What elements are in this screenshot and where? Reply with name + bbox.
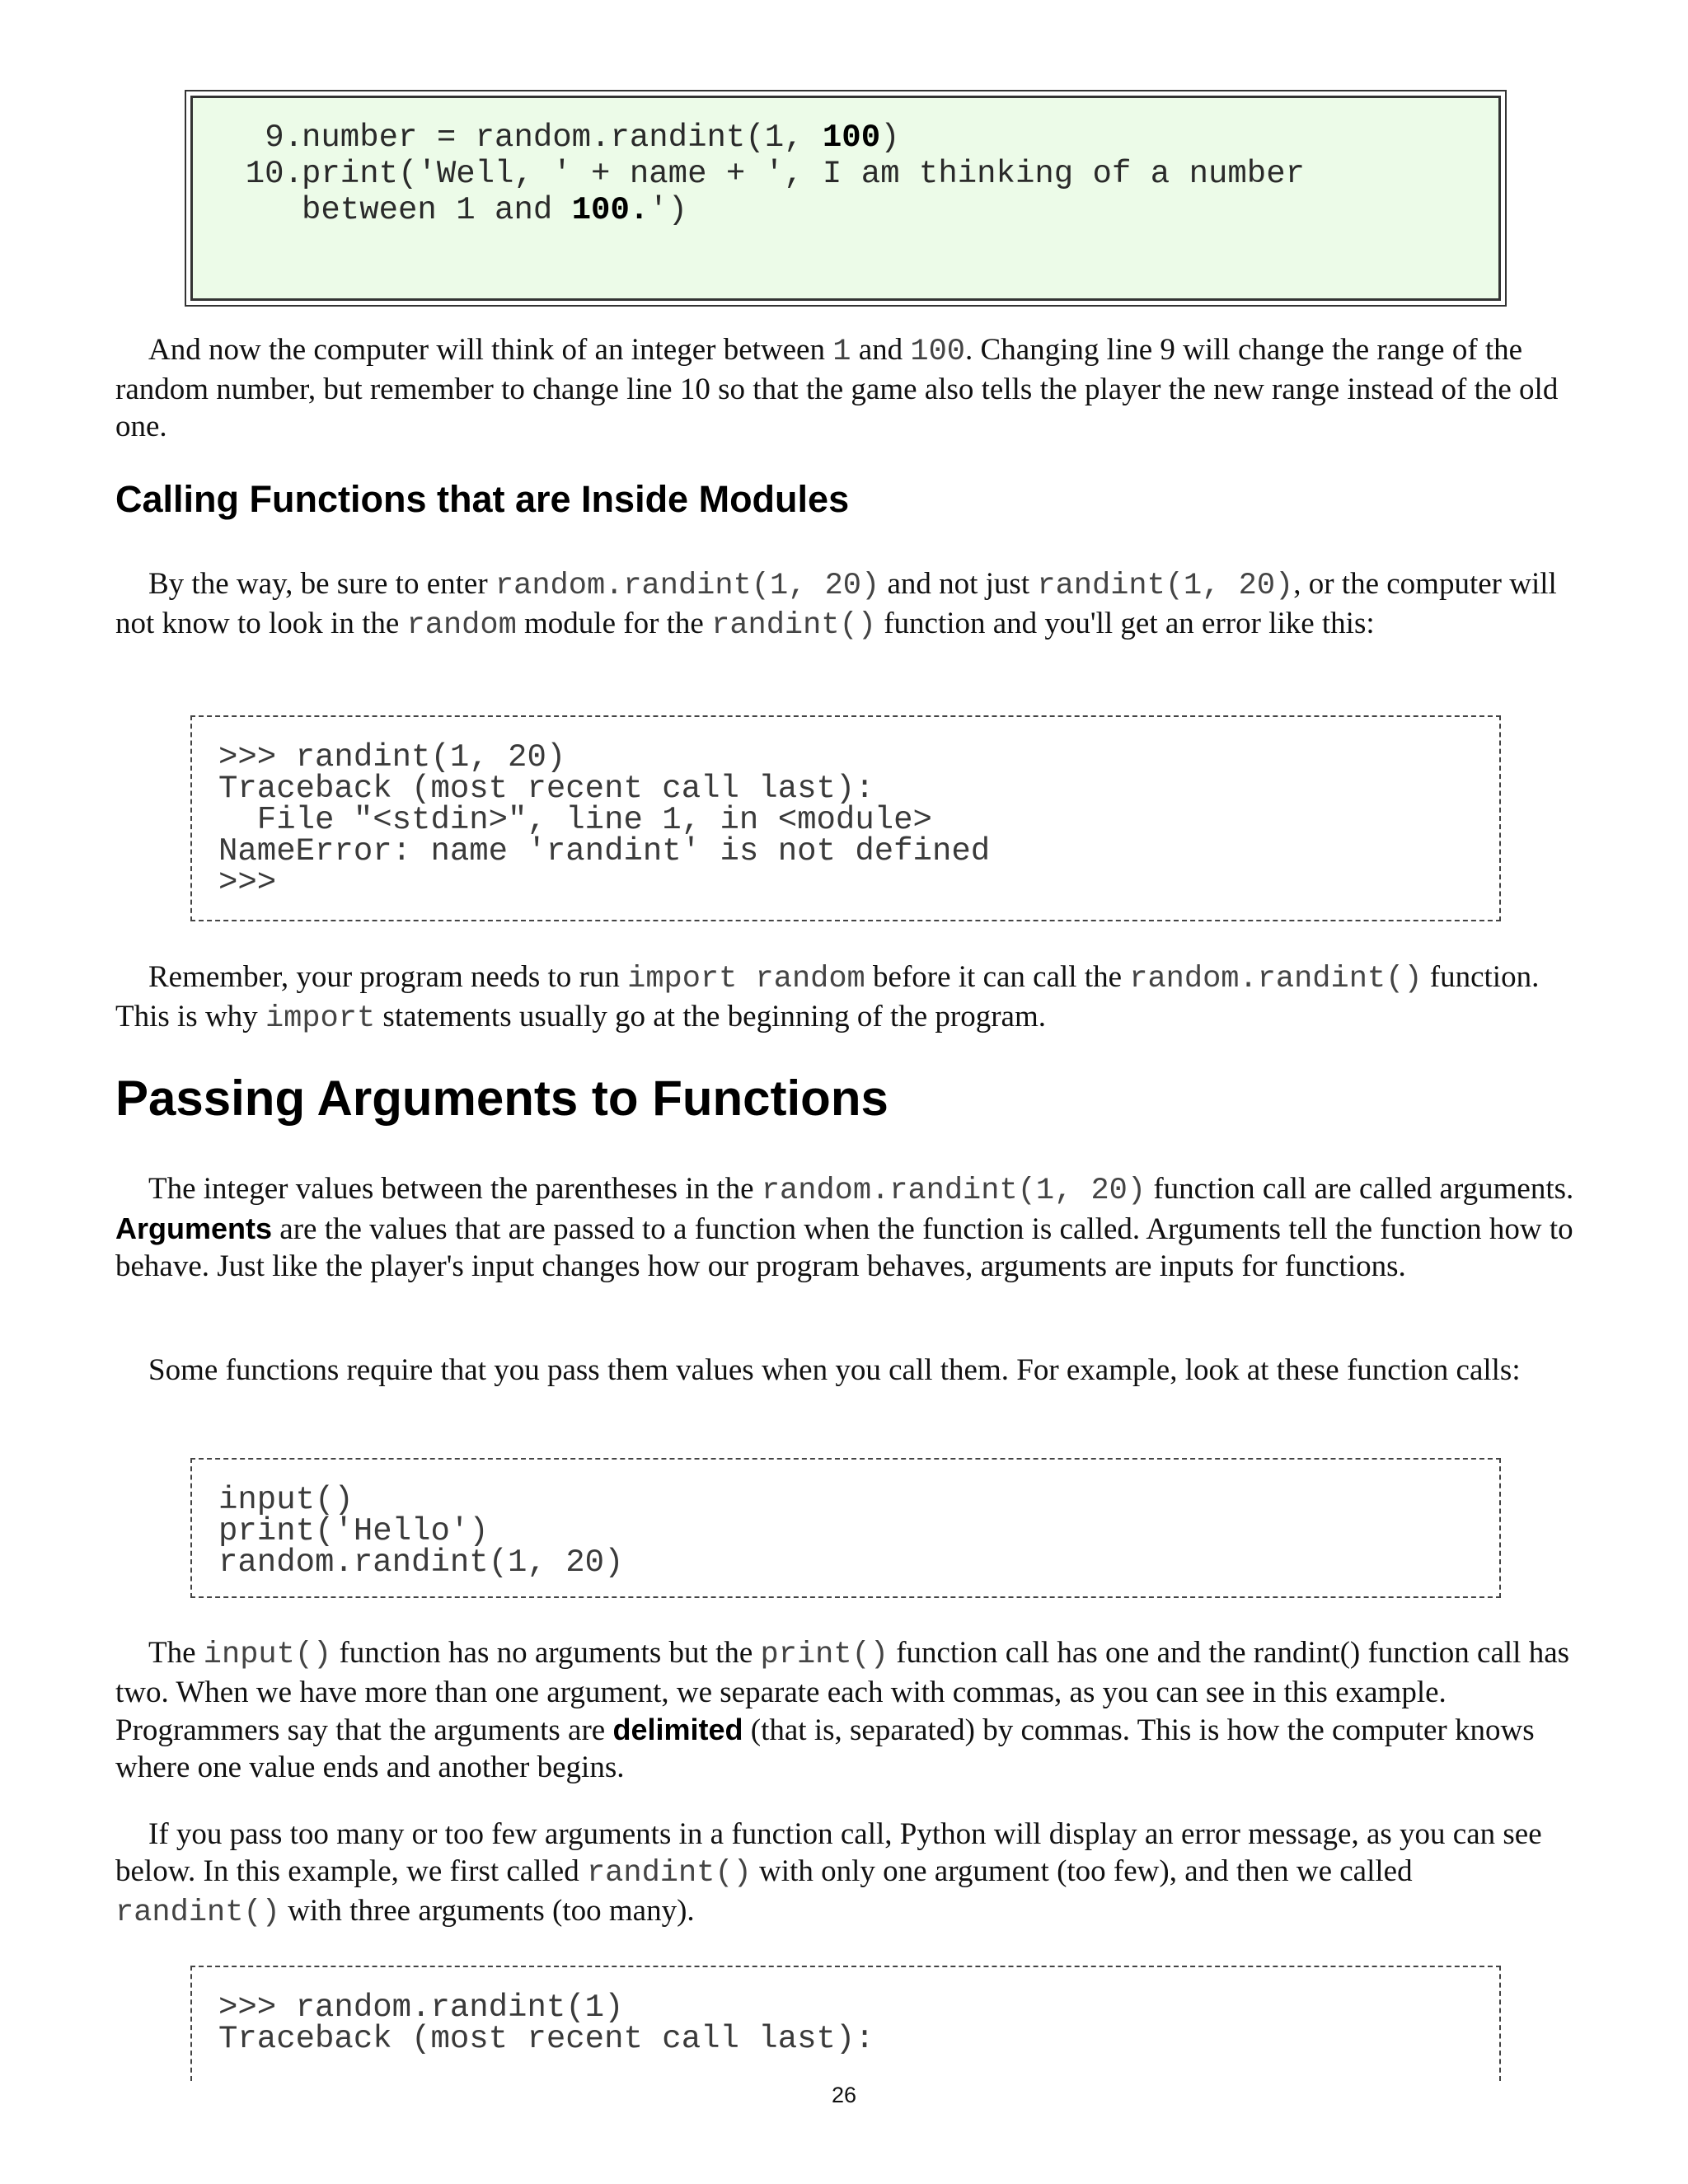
shell-line: NameError: name 'randint' is not defined — [218, 833, 991, 869]
paragraph: Remember, your program needs to run import random before it can call the random.randint() function. This is why import statements usually go at the beginning of the program. — [115, 960, 1540, 1036]
key-term: delimited — [612, 1713, 743, 1746]
line-number: 10. — [245, 156, 303, 192]
inline-code: randint() — [586, 1856, 752, 1891]
inline-code: random.randint(1, 20) — [495, 569, 880, 603]
shell-line: Traceback (most recent call last): — [218, 771, 874, 807]
paragraph: By the way, be sure to enter random.randint(1, 20) and not just randint(1, 20), or the computer will not know to look in the random module for the randint() function and you'll get an error like this: — [115, 567, 1557, 643]
section-heading: Calling Functions that are Inside Modules — [115, 478, 850, 520]
paragraph: If you pass too many or too few arguments in a function call, Python will display an error message, as you can see below. In this example, we first called randint() with only one argument (too few), and then we called randint() with three arguments (too many). — [115, 1817, 1542, 1930]
code-line-10: print('Well, ' + name + ', I am thinking of a number — [302, 156, 1305, 192]
key-term: Arguments — [115, 1212, 273, 1245]
code-line-10-continued: between 1 and 100.') — [302, 192, 688, 228]
inline-code: input() — [203, 1638, 332, 1672]
shell-line: >>> random.randint(1) — [218, 1990, 624, 2026]
shell-line: Traceback (most recent call last): — [218, 2021, 874, 2057]
inline-code: randint() — [711, 608, 876, 643]
shell-line: File "<stdin>", line 1, in <module> — [218, 802, 932, 838]
code-example — [190, 1458, 1501, 1598]
inline-code: random — [406, 608, 517, 643]
inline-code: 1 — [832, 335, 851, 369]
paragraph: And now the computer will think of an integer between 1 and 100. Changing line 9 will change the range of the random number, but remember to change line 10 so that the game also tells the player the new range instead of the old one. — [115, 333, 1559, 443]
code-line-9: number = random.randint(1, 100) — [302, 120, 900, 156]
code-line: input() — [218, 1482, 354, 1518]
chapter-heading: Passing Arguments to Functions — [115, 1071, 889, 1126]
inline-code: import random — [627, 962, 865, 996]
inline-code: random.randint() — [1129, 962, 1423, 996]
code-line: print('Hello') — [218, 1513, 489, 1549]
paragraph: The input() function has no arguments but the print() function call has one and the randint() function call has two. When we have more than one argument, we separate each with commas, as you can see in this example. Programmers say that the arguments are delimited (that is, separated) by commas. This is how the computer knows where one value ends and another begins. — [115, 1636, 1570, 1784]
paragraph: Some functions require that you pass them values when you call them. For example, look at these function calls: — [148, 1353, 1521, 1387]
inline-code: 100 — [910, 335, 966, 369]
shell-line: >>> randint(1, 20) — [218, 739, 566, 776]
code-line: random.randint(1, 20) — [218, 1544, 624, 1581]
code-listing — [190, 96, 1501, 301]
inline-code: import — [265, 1001, 376, 1036]
inline-code: random.randint(1, 20) — [761, 1174, 1146, 1208]
shell-output — [190, 1966, 1501, 2081]
paragraph: The integer values between the parentheses in the random.randint(1, 20) function call are called arguments. Arguments are the values that are passed to a function when the function is called. Arguments tell the function how to behave. Just like the player's input changes how our program behaves, arguments are inputs for functions. — [115, 1172, 1574, 1283]
inline-code: randint(1, 20) — [1037, 569, 1294, 603]
page-number: 26 — [831, 2083, 857, 2107]
shell-line: >>> — [218, 865, 277, 901]
inline-code: print() — [760, 1638, 889, 1672]
shell-output — [190, 715, 1501, 921]
inline-code: randint() — [115, 1896, 280, 1930]
line-number: 9. — [265, 120, 303, 156]
